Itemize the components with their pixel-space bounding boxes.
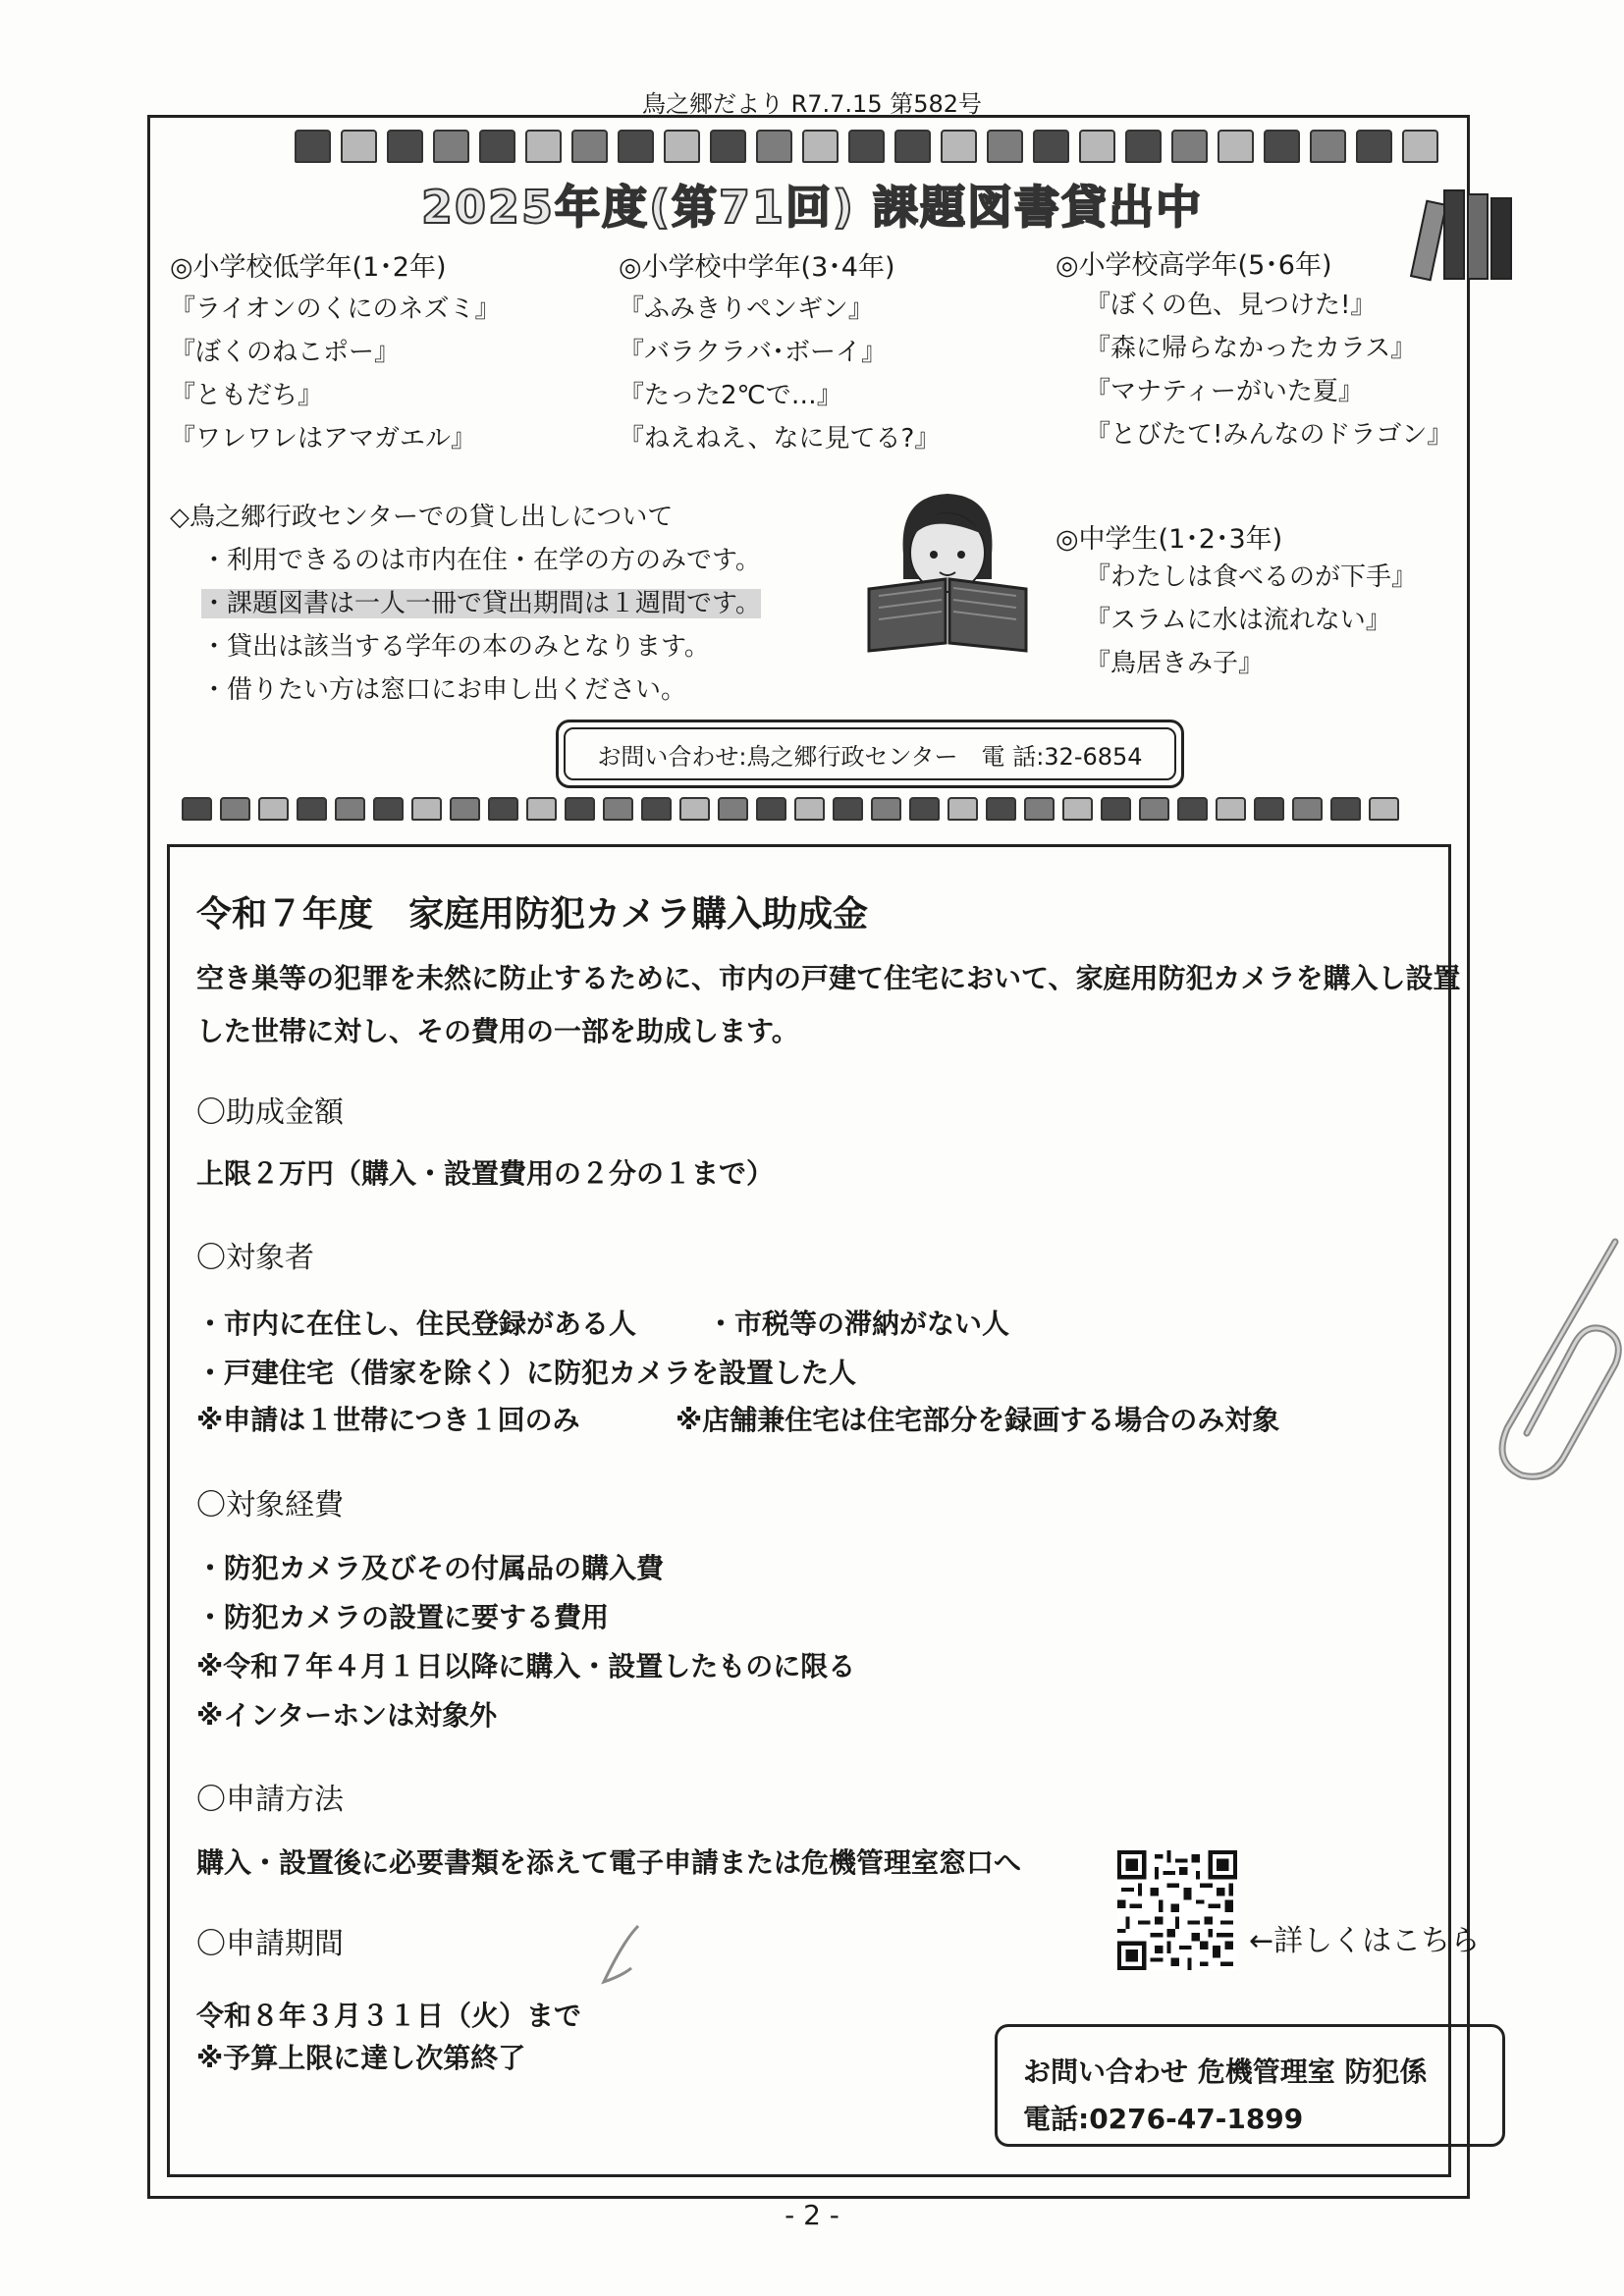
book-title: 『とびたて!みんなのドラゴン』 [1085,420,1453,450]
paper-clip-image [1468,1232,1624,1487]
notice-item-highlighted: ・課題図書は一人一冊で貸出期間は１週間です。 [201,589,761,618]
book-title: 『ふみきりペンギン』 [619,294,874,324]
notice-heading: ◇鳥之郷行政センターでの貸し出しについて [170,503,674,532]
book-title: 『森に帰らなかったカラス』 [1085,334,1417,363]
book-title: 『鳥居きみ子』 [1085,649,1265,678]
column-middle-grades [619,245,940,460]
library-contact-text: お問い合わせ:鳥之郷行政センター 電 話:32-6854 [597,742,1143,771]
period-note: ※予算上限に達し次第終了 [196,2042,526,2074]
camera-contact-line2: 電話:0276-47-1899 [1023,2103,1304,2135]
book-title: 『わたしは食べるのが下手』 [1085,562,1418,592]
qr-label: ←詳しくはこちら [1249,1924,1481,1958]
target-heading: 〇対象者 [196,1241,314,1275]
reading-child-illustration [859,486,1036,653]
book-title: 『ねえねえ、なに見てる?』 [619,424,941,454]
target-note: ※申請は１世帯につき１回のみ [196,1404,580,1436]
cost-heading: 〇対象経費 [196,1488,344,1522]
page-number: - 2 - [785,2199,839,2231]
book-title: 『マナティーがいた夏』 [1085,377,1364,406]
column-upper-grades [1056,243,1452,456]
book-border-top [295,130,1438,163]
camera-intro-line2: した世帯に対し、その費用の一部を助成します。 [196,1015,799,1047]
target-item: ・戸建住宅（借家を除く）に防犯カメラを設置した人 [196,1357,857,1389]
period-text: 令和８年３月３１日（火）まで [196,2000,582,2032]
amount-text: 上限２万円（購入・設置費用の２分の１まで） [196,1157,775,1190]
notice-item: ・借りたい方は窓口にお申し出ください。 [201,675,687,705]
book-title: 『ワレワレはアマガエル』 [170,424,477,454]
column-heading: ◎小学校中学年(3･4年) [619,252,895,283]
notice-item: ・利用できるのは市内在住・在学の方のみです。 [201,546,761,575]
camera-title: 令和７年度 家庭用防犯カメラ購入助成金 [196,894,869,934]
column-lower-grades [170,245,500,460]
camera-intro-line1: 空き巣等の犯罪を未然に防止するために、市内の戸建て住宅において、家庭用防犯カメラを購入し設置 [196,962,1461,994]
book-title: 『たった2℃で…』 [619,381,842,410]
camera-contact-box [995,2024,1505,2147]
cost-note: ※インターホンは対象外 [196,1699,498,1732]
book-title: 『ぼくの色、見つけた!』 [1085,291,1377,320]
lending-notice [170,496,761,712]
column-heading: ◎中学生(1･2･3年) [1056,524,1283,555]
book-title: 『ともだち』 [170,381,324,410]
library-contact-box [556,720,1184,788]
amount-heading: 〇助成金額 [196,1095,344,1130]
cost-note: ※令和７年４月１日以降に購入・設置したものに限る [196,1650,856,1682]
book-title: 『ライオンのくにのネズミ』 [170,294,501,324]
column-heading: ◎小学校低学年(1･2年) [170,252,447,283]
qr-code[interactable] [1117,1850,1237,1970]
target-item: ・市内に在住し、住民登録がある人 [196,1308,637,1340]
method-heading: 〇申請方法 [196,1783,344,1817]
period-heading: 〇申請期間 [196,1927,344,1961]
column-heading: ◎小学校高学年(5･6年) [1056,250,1332,281]
pencil-mark [594,1921,653,1995]
newsletter-header: 鳥之郷だより R7.7.15 第582号 [641,90,983,118]
cost-item: ・防犯カメラ及びその付属品の購入費 [196,1552,665,1584]
cost-item: ・防犯カメラの設置に要する費用 [196,1601,610,1633]
column-junior-high [1056,517,1417,685]
book-title: 『スラムに水は流れない』 [1085,606,1391,635]
book-title: 『バラクラバ･ボーイ』 [619,338,888,367]
notice-item: ・貸出は該当する学年の本のみとなります。 [201,632,710,662]
book-border-bottom [182,797,1399,821]
book-title: 『ぼくのねこポー』 [170,338,401,367]
target-item: ・市税等の滞納がない人 [707,1308,1010,1340]
method-text: 購入・設置後に必要書類を添えて電子申請または危機管理室窓口へ [196,1846,1022,1879]
library-title: 2025年度(第71回) 課題図書貸出中 [420,181,1204,234]
target-note: ※店舗兼住宅は住宅部分を録画する場合のみ対象 [676,1404,1280,1436]
camera-contact-line1: お問い合わせ 危機管理室 防犯係 [1023,2056,1428,2088]
